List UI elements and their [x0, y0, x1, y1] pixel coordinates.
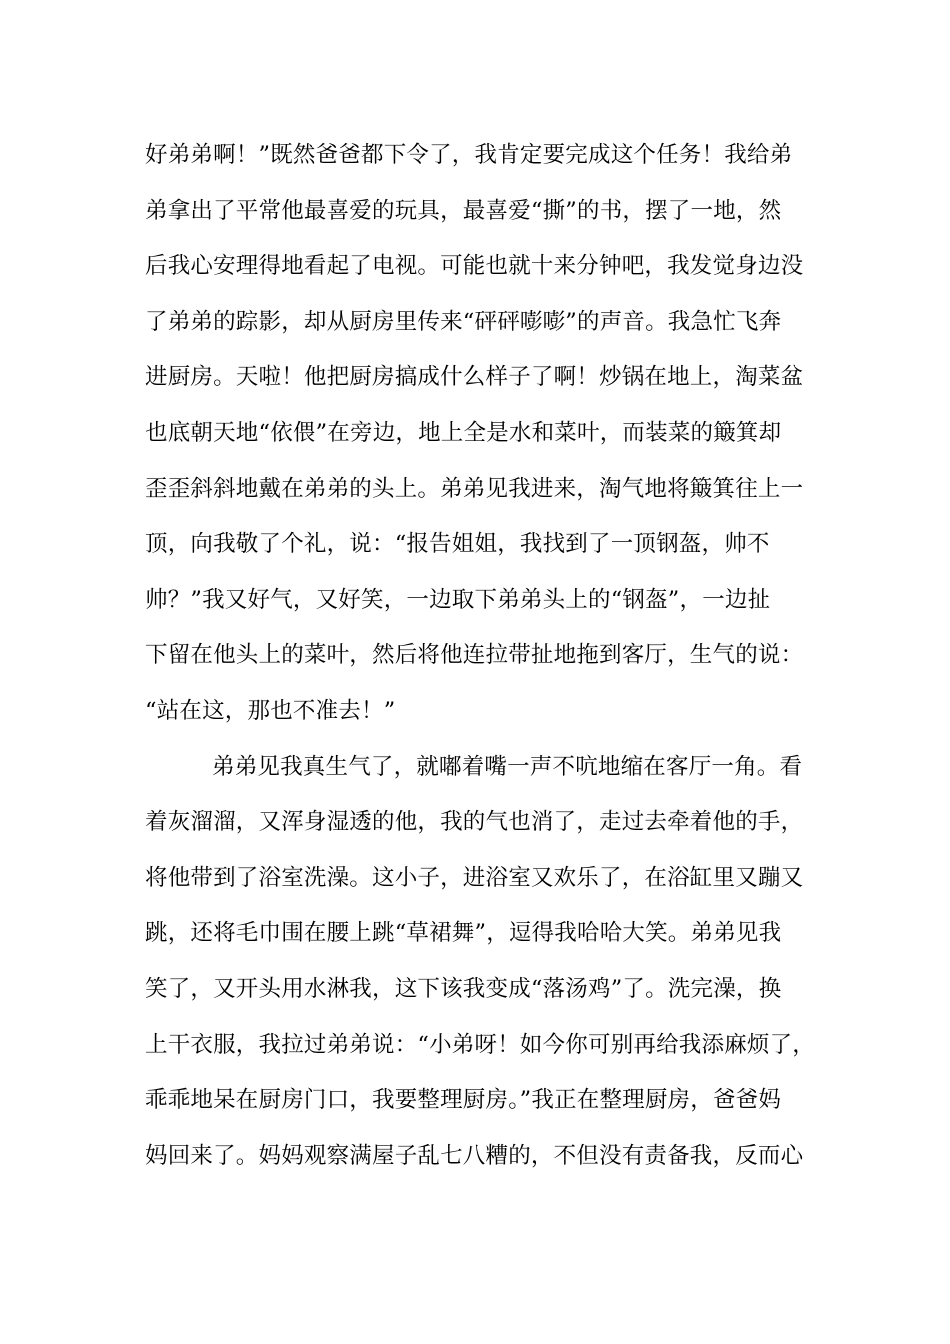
text-line: 进厨房。天啦！他把厨房搞成什么样子了啊！炒锅在地上，淘菜盆	[145, 364, 804, 391]
text-line: 妈回来了。妈妈观察满屋子乱七八糟的，不但没有责备我，反而心	[145, 1142, 804, 1169]
text-line: 笑了，又开头用水淋我，这下该我变成“落汤鸡”了。洗完澡，换	[145, 975, 782, 1002]
text-line: 上干衣服，我拉过弟弟说：“小弟呀！如今你可别再给我添麻烦了，	[145, 1031, 816, 1058]
text-line: 顶，向我敬了个礼，说：“报告姐姐，我找到了一顶钢盔，帅不	[145, 531, 770, 558]
text-line: 也底朝天地“依偎”在旁边，地上全是水和菜叶，而装菜的簸箕却	[145, 419, 782, 446]
text-line: 着灰溜溜，又浑身湿透的他，我的气也消了，走过去牵着他的手，	[145, 809, 804, 836]
body-text	[145, 128, 825, 1184]
text-line: 将他带到了浴室洗澡。这小子，进浴室又欢乐了，在浴缸里又蹦又	[145, 864, 804, 891]
text-line: “站在这，那也不准去！”	[145, 697, 396, 724]
text-line: 后我心安理得地看起了电视。可能也就十来分钟吧，我发觉身边没	[145, 253, 804, 280]
text-line: 跳，还将毛巾围在腰上跳“草裙舞”，逗得我哈哈大笑。弟弟见我	[145, 920, 782, 947]
text-line: 下留在他头上的菜叶，然后将他连拉带扯地拖到客厅，生气的说：	[145, 642, 804, 669]
text-line: 帅？”我又好气，又好笑，一边取下弟弟头上的“钢盔”，一边扯	[145, 586, 771, 613]
text-line: 乖乖地呆在厨房门口，我要整理厨房。”我正在整理厨房，爸爸妈	[145, 1087, 782, 1114]
text-line: 弟拿出了平常他最喜爱的玩具，最喜爱“撕”的书，摆了一地，然	[145, 197, 782, 224]
text-line: 了弟弟的踪影，却从厨房里传来“砰砰嘭嘭”的声音。我急忙飞奔	[145, 308, 782, 335]
text-line: 好弟弟啊！”既然爸爸都下令了，我肯定要完成这个任务！我给弟	[145, 142, 793, 168]
paragraph-first-line: 弟弟见我真生气了，就嘟着嘴一声不吭地缩在客厅一角。看	[212, 753, 803, 780]
text-line: 歪歪斜斜地戴在弟弟的头上。弟弟见我进来，淘气地将簸箕往上一	[145, 475, 804, 502]
